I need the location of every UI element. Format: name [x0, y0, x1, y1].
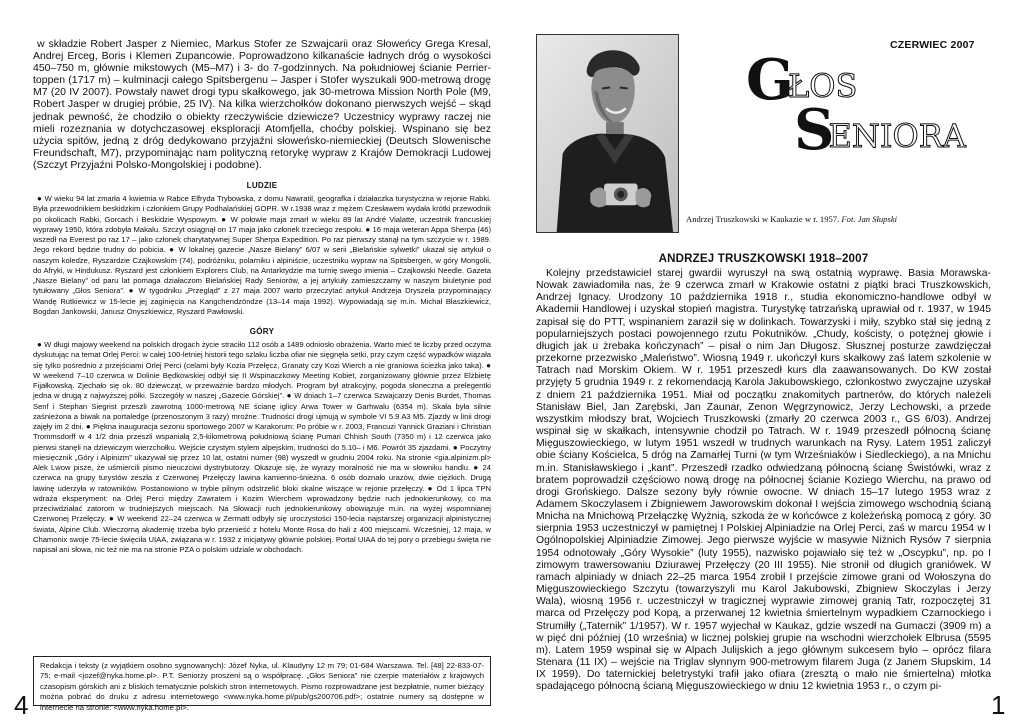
lead-paragraph: w składzie Robert Jasper z Niemiec, Markus Stofer ze Szwajcarii oraz Słoweńcy Grega Kresal, Andrej Erceg, Boris i Klemen Zupancowie. Poprowadzono kilkanaście ładnych dróg o wysokości 450–750 m, głównie mikstowych (M5–M7) i 3- do 7-godzinnych. Na południowej ścianie Perrier-toppen (1717 m) – kulminacji całego Spitsbergenu – Jasper i Stofer wyszukali 900-metrową drogę M7 (20 IV 2007). Powstały nawet drogi typu skałkowego, jak 30-metrowa Mission North Pole (M9, Robert Jasper w drugiej próbie, 25 IV). Na kilka wierzchołków dokonano pierwszych wejść – skąd jednak pewność, że chodziło o obiekty rzeczywiście dziewicze? Uczestnicy wyprawy raczej nie mieli rozeznania w dotychczasowej eksploracji Atomfjella, choćby polskiej. Wspinano się bez użycia spitów, jedną z dróg dedykowano przyjaźni słoweńsko-niemieckiej (Deutsch Slowenische Freundschaft, M7), przypominając nam polityczną retorykę wypraw z Krajów Demokracji Ludowej (Szczyt Przyjaźni Polsko-Mongolskiej i podobne). — [33, 38, 491, 171]
editorial-footer-text: Redakcja i teksty (z wyjątkiem osobno sygnowanych): Józef Nyka, ul. Klaudyny 12 m 79; 01-684 Warszawa. Tel. [48] 22-833-07-75; e-mail <jozef@nyka.home.pl>. P.T. Seniorzy proszeni są o współpracę. „Głos Seniora” nie czerpie materiałów z krajowych czasopism górskich ani z bliskich tematycznie polskich stron internetowych. Pismo rozprowadzane jest bezpłatnie, numer bieżący można pobrać do druku z adresu internetowego <www.nyka.home.pl/pub/gs200706.pdf>; ostatnie numery są dostępne w internecie na stronie: <www.nyka.home.pl>. — [40, 661, 484, 712]
photo-portrait-icon — [537, 35, 678, 232]
bullet-icon: ● — [37, 340, 45, 350]
section-people-text — [33, 194, 491, 317]
bullet-icon: ● — [37, 194, 45, 204]
portrait-photo — [536, 34, 679, 233]
section-people-title: LUDZIE — [246, 181, 278, 191]
bullet-icon: ● — [365, 224, 371, 234]
photo-caption-main: Andrzej Truszkowski w Kaukazie w r. 1957. — [686, 214, 840, 224]
bullet-icon: ● — [286, 391, 292, 401]
bullet-icon: ● — [128, 286, 135, 296]
bullet-icon: ● — [169, 245, 176, 255]
photo-caption-credit: Fot. Jan Słupski — [841, 214, 898, 224]
bullet-icon: ● — [486, 360, 491, 370]
masthead-rest-los: ŁOS — [787, 67, 858, 105]
page-number-left: 4 — [14, 690, 29, 720]
masthead-logo — [746, 47, 996, 163]
article-body: Kolejny przedstawiciel starej gwardii wyruszył na swą ostatnią wyprawę. Basia Morawska-Nowak zawiadomiła nas, że 9 czerwca zmarł w Krakowie ostatni z piątki braci Truszkowskich, Andrzej Ignacy. Urodzony 10 października 1918 r., studia ekonomiczno-handlowe odbył w Akademii Handlowej i uzyskał stopień magistra. Turystykę tatrzańską uprawiał od r. 1937, w 1945 zapisał się do PTT, wspinaniem zaraził się w dolinkach. Towarzyski i miły, szybko stał się jedną z popularniejszych postaci powojennego rzutu Pokutników. „Chudy, kościsty, o potężnej głowie i długich jak u żrebaka kończynach” – pisał o nim Jan Długosz. Słusznej posturze zawdzięczał przekorne przezwisko „Maleństwo”. Wiosną 1949 r. ukończył kurs skałkowy zaś latem szkolenie w Tatrach nad Morskim Okiem. W r. 1951 przeszedł kurs dla zaawansowanych. Do KW został przyjęty 5 grudnia 1949 r. z rekomendacją Karola Jakubowskiego, członkostwo zwyczajne uzyskał z dniem 21 października 1951. Miał od początku znakomitych partnerów, do których należeli Stanisław Biel, Jan Zarębski, Jan Zaunar, Zenon Węgrzynowicz, Jerzy Lechowski, a przede wszystkim młodszy brat, Wojciech Truszkowski (zmarły 20 czerwca 2003 r., GS 6/03). Andrzej wspinał się w skałkach, intensywnie chodził po Tatrach. W r. 1949 przeszedł północną ścianę Mięguszowieckiego, w lutym 1951 wszedł w trudnych warunkach na Rysy. Latem 1951 zaliczył obie ściany Kościelca, 5 dróg na Zamarłej Turni (w tym Wrześniaków i Siedleckiego), a na Mnichu m.in. Stanisławskiego i „kant”. Przeszedł rzadko odwiedzaną północną ścianę Świstówki, wraz z bratem poprowadził częściowo nową drogę na północnej ścianie Koziego Wierchu, na prawo od drogi Grońskiego. Dalsze sezony były równie owocne. W dniach 15–17 lutego 1953 wraz z Adamem Skoczylasem i Zbigniewem Jaworowskim dokonał I wejścia zimowego wschodnią ścianą Mnicha na Mnichową Przełączkę Wyżnią, szkoda że w końcówce z koleżeńską pomocą z góry. 30 sierpnia 1953 uczestniczył w pamiętnej I Polskiej Alpiniadzie na Orlej Perci, zaś w marcu 1954 w I Ogólnopolskiej Alpiniadzie Zimowej. Jego pierwsze wyjście w masywie Niżnich Rysów 7 sierpnia 1954 odnotowały „Góry Wysokie” (luty 1955), nazwisko pojawiało się też w „Oscypku”, np. po I zimowym trawersowaniu Dziurawej Przełęczy (20 III 1955). Nie stronił od długich graniówek. W ramach alpiniady w dniach 22–25 marca 1954 zrobił I przejście zimowe grani od Wołoszyna do Mięguszowieckiego Szczytu (towarzyszyli mu Karol Jakubowski, Zbigniew Skoczylas i Jerzy Wala), wiosną 1956 r. uczestniczył w tragicznej wyprawie zimowej granią Tatr, rozpoczętej 31 marca od Przełęczy pod Kopą, a przerwanej 12 kwietnia śmiertelnym wypadkiem Czarnockiego i Strumiłły („Taternik” 1/1957). W r. 1957 wyjechał w Kaukaz, gdzie wszedł na Gumaczi (3909 m) a w pięć dni później (10 września) w licznej polskiej grupie na wschodni wierzchołek Elbrusa (5595 m). Latem 1959 wspinał się w Alpach Julijskich a jego głównym sukcesem było – oprócz filara Stenara (11 IX) – wejście na Triglav słynnym 900-metrowym filarem Juga (z Janem Słupskim, 14 IX 1959). Do taternickiej beletrystyki trafił jako ofiara (zresztą o mało nie śmiertelna) młotka spadającego północną ścianą Mięguszowieckiego w dniu 12 kwietnia 1953 r., o czym pi- — [536, 268, 991, 693]
bullet-icon: ● — [221, 214, 228, 224]
section-mountains-text — [33, 340, 491, 555]
editorial-footer-box — [33, 656, 491, 712]
section-mountains-title: GÓRY — [249, 327, 275, 337]
masthead-initial-g: G — [746, 47, 794, 113]
page-number-right: 1 — [991, 690, 1006, 720]
bullet-icon: ● — [427, 483, 434, 493]
section-people-body: W wieku 94 lat zmarła 4 kwietnia w Rabce Elfryda Trybowska, z domu Nawratil, geografka i działaczka turystyczna w rejonie Rabki. Była przewodnikiem beskidzkim i członkiem Grupy Podhalańskiej GOPR. W r.1938 wraz z mężem Czesławem wydała krótki przewodnik po okolicach Rabki, Gorcach i Beskidzie Wyspowym. ● W połowie maja zmarł w wieku 89 lat André Vialatte, uczestnik francuskiej wyprawy 1950, która zdobyła Makalu. Szczyt osiągnął on 17 maja jako członek trzeciego zespołu. ● 16 maja weteran Appa Sherpa (46) wszedł na Everest po raz 17 – jako członek charytatywnej Super Sherpa Expedition. Po raz pierwszy stanął na tym szczycie w r. 1989. Jego rekord będzie trudny do pobicia. ● W lokalnej gazecie „Nasze Bielany” 6/07 w serii „Bielańskie sylwetki” ukazał się artykuł o naszym koledze, Ryszardzie Czajkowskim (74), podróżniku, polarniku i alpiniście, uczestniku wypraw na Spitsbergen, w góry Mongolii, do Afryki, w Hindukusz. Ryszard jest członkiem Explorers Club, na Antarktydzie ma turnię swego imienia – Czajkowski Needle. Gazeta „Nasze Bielany” od paru lat pomaga działaczom Bielańskiej Rady Seniorów, a jej artykuły zamieszczamy w naszym biuletynie pod tytułowany „Głos Seniora”. ● W tygodniku „Przegląd” z 27 maja 2007 warto przeczytać artykuł Andrzeja Dryszela przypominający Wandę Rutkiewicz w 15-lecie jej zaginięcia na Kangchendzöndze (13–14 maja 1992). Wypowiadają się m.in. Michał Błaszkiewicz, Bogdan Jankowski, Janusz Onyszkiewicz, Ryszard Pawłowski. — [33, 194, 491, 316]
section-mountains-body: W długi majowy weekend na polskich drogach życie straciło 112 osób a 1489 odniosło obrażenia. Warto mieć te liczby przed oczyma dyskutując na temat Orlej Perci: w całej 100-letniej historii tego szlaku liczba ofiar nie sięgnęła setki, przy czym część wypadków wiązała się tylko pośrednio z przejściami Orlej Perci (celami były Kozia Przełęcz, Granaty czy Kozi Wierch a nie graniowa ścieżka jako taka). ● W weekend 7–10 czerwca w Dolinie Będkowskiej odbył się II Wspinaczkowy Meeting Kobiet, zorganizowany głównie przez Elżbietę Fijałkowską. Zjechało się ok. 80 dziewcząt, w przeważnie bardzo młodych. Program był atrakcyjny, pogoda słoneczna a prelegentki jedna w drugą z najwyższej półki. Szczegóły w naszej „Gazecie Górskiej”. ● W dniach 1–7 czerwca Szwajcarzy Denis Burdet, Thomas Senf i Stephan Siegrist przeszli zawrotną 1000-metrową NE ścianę iglicy Arwa Tower w Garhwalu (6354 m). Skała była silnie zaśnieżona a biwak na portaledge (przenoszonym 3 razy) mroźne. Trudności drogi ujmują w symbole VI 5.9 A3 M5. Zjazdy w linii drogi zajęły im 2 dni. ● Piękna inauguracja sezonu sportowego 2007 w Karakorum: Po próbie w r. 2003, Francuzi Yannick Graziani i Christian Trommsdorff w 4 1/2 dnia przeszli wspaniałą 2,5-kilometrową południową ścianę Pumari Chhish South (7350 m) i 12 czerwca jako pierwsi stanęli na dziewiczym wierzchołku. Wejście czystym stylem alpejskim, trudności do 5.10– i M6. Powrót 35 zjazdami. ● Poczytny miesięcznik „Góry i Alpinizm” ukazywał się przez 10 lat, ostatni numer (98) wyszedł w grudniu 2004 roku. Na stronie <gia.alpinizm.pl> Alek Lwow pisze, że uśmiercili pismo nieuczciwi dystrybutorzy. Okazuje się, że wyrazy moralność nie ma w słowniku handlu. ● 24 czerwca na grupy turystów zeszła z Czerwonej Przełęczy lawina kamienno-śnieżna. 6 osób doznało urazów, dwie ciężkich. Drugą lawinę uderzyła w ratowników. Postanowiono w trybie pilnym odstrzelić bloki skalne wiszące w rejonie przełęczy. ● Od 1 lipca TPN wdraża eksperyment: na Orlej Perci między Zawratem i Kozim Wierchem wprowadzony będzie ruch jednokierunkowy, co ma przeciwdziałać zatorom w trudniejszych miejscach. Na Słowacji ruch jednokierunkowy obowiązuje m.in. na wyżej wspomnianej Czerwonej Przełęczy. ● W weekend 22–24 czerwca w Zermatt odbyły się uroczystości 150-lecia najstarszej organizacji alpinistycznej świata, Alpine Club. Wieczorną akademię trzeba było przenieść z hotelu Monte Rosa do hali z 400 miejscami. Wcześniej, 12 maja, w Chamonix swoje 75-lecie święciła UIAA, związana w r. 1932 z inicjatywy głównie polskiej. Portal UIAA do tej pory o przebiegu święta nie napisał ani słowa, nic też nie ma na stronie PZA o polskim udziale w obchodach. — [33, 340, 491, 555]
article-title: ANDRZEJ TRUSZKOWSKI 1918–2007 — [658, 253, 869, 265]
bullet-icon: ● — [108, 514, 115, 524]
masthead-rest-eniora: ENIORA — [828, 117, 966, 155]
issue-date: CZERWIEC 2007 — [890, 39, 975, 51]
bullet-icon: ● — [473, 463, 480, 473]
masthead-initial-s: S — [794, 97, 835, 163]
bullet-icon: ● — [85, 422, 91, 432]
left-page-column — [33, 38, 491, 555]
bullet-icon: ● — [452, 442, 458, 452]
masthead-word-seniora — [794, 97, 966, 163]
photo-caption — [686, 214, 986, 224]
